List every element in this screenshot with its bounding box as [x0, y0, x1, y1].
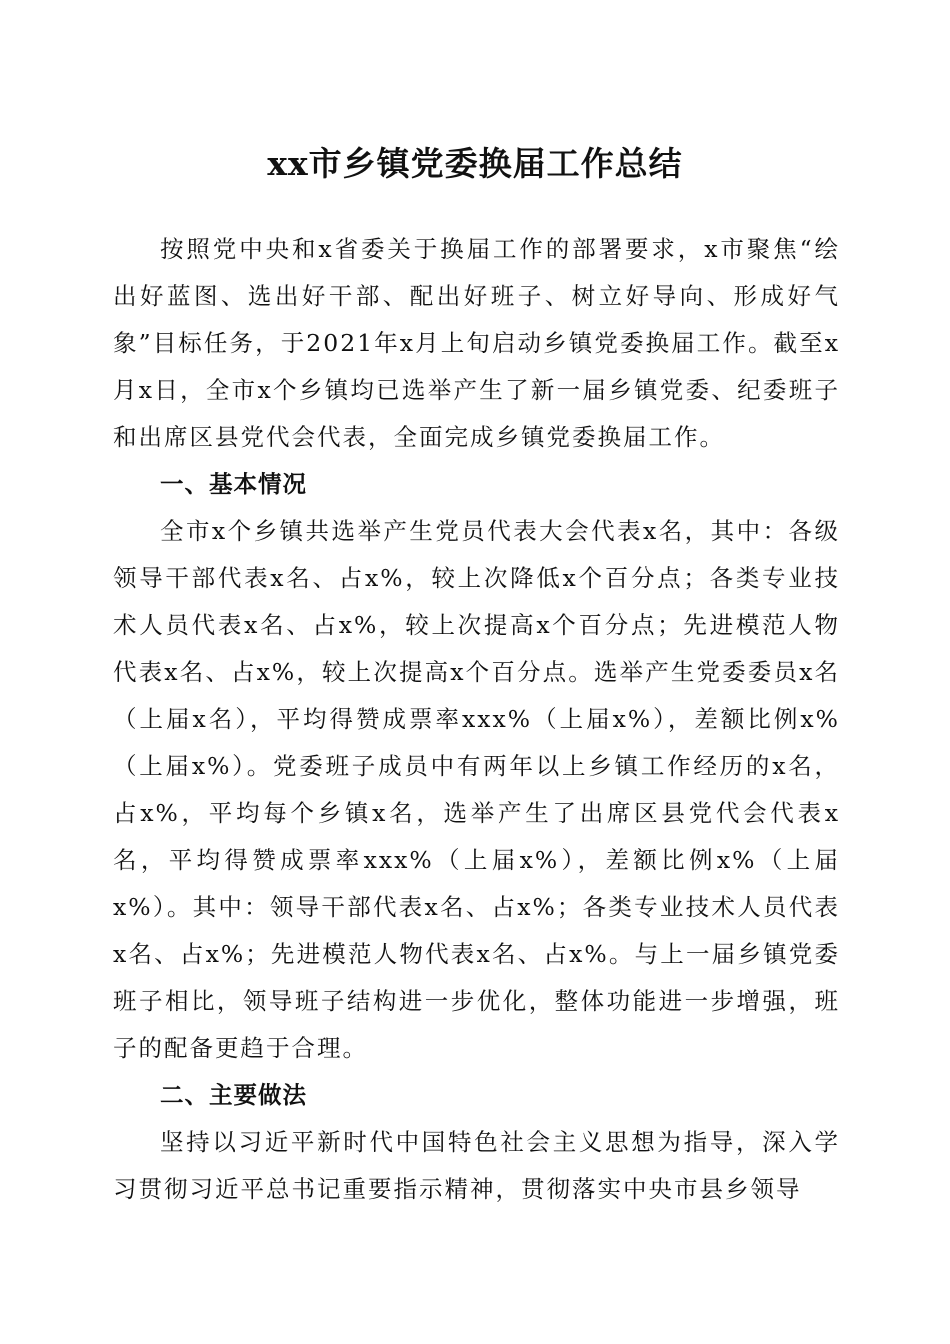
- section-heading-basic-situation: 一、基本情况: [160, 470, 307, 498]
- section-heading-main-practices: 二、主要做法: [160, 1081, 307, 1109]
- intro-paragraph: 按照党中央和x省委关于换届工作的部署要求，x市聚焦“绘出好蓝图、选出好干部、配出好班子、树立好导向、形成好气象”目标任务，于2021年x月上旬启动乡镇党委换届工作。截至x月x日，全市x个乡镇均已选举产生了新一届乡镇党委、纪委班子和出席区县党代会代表，全面完成乡镇党委换届工作。: [113, 235, 840, 451]
- document-body: [113, 226, 840, 1213]
- document-title: xx市乡镇党委换届工作总结: [267, 144, 683, 183]
- main-practices-paragraph: 坚持以习近平新时代中国特色社会主义思想为指导，深入学习贯彻习近平总书记重要指示精神，贯彻落实中央市县乡领导: [113, 1128, 840, 1203]
- basic-situation-paragraph: 全市x个乡镇共选举产生党员代表大会代表x名，其中：各级领导干部代表x名、占x%，较上次降低x个百分点；各类专业技术人员代表x名、占x%，较上次提高x个百分点；先进模范人物代表x名、占x%，较上次提高x个百分点。选举产生党委委员x名（上届x名），平均得赞成票率xxx%（上届x%），差额比例x%（上届x%）。党委班子成员中有两年以上乡镇工作经历的x名，占x%，平均每个乡镇x名，选举产生了出席区县党代会代表x名，平均得赞成票率xxx%（上届x%），差额比例x%（上届x%）。其中：领导干部代表x名、占x%；各类专业技术人员代表x名、占x%；先进模范人物代表x名、占x%。与上一届乡镇党委班子相比，领导班子结构进一步优化，整体功能进一步增强，班子的配备更趋于合理。: [113, 517, 840, 1062]
